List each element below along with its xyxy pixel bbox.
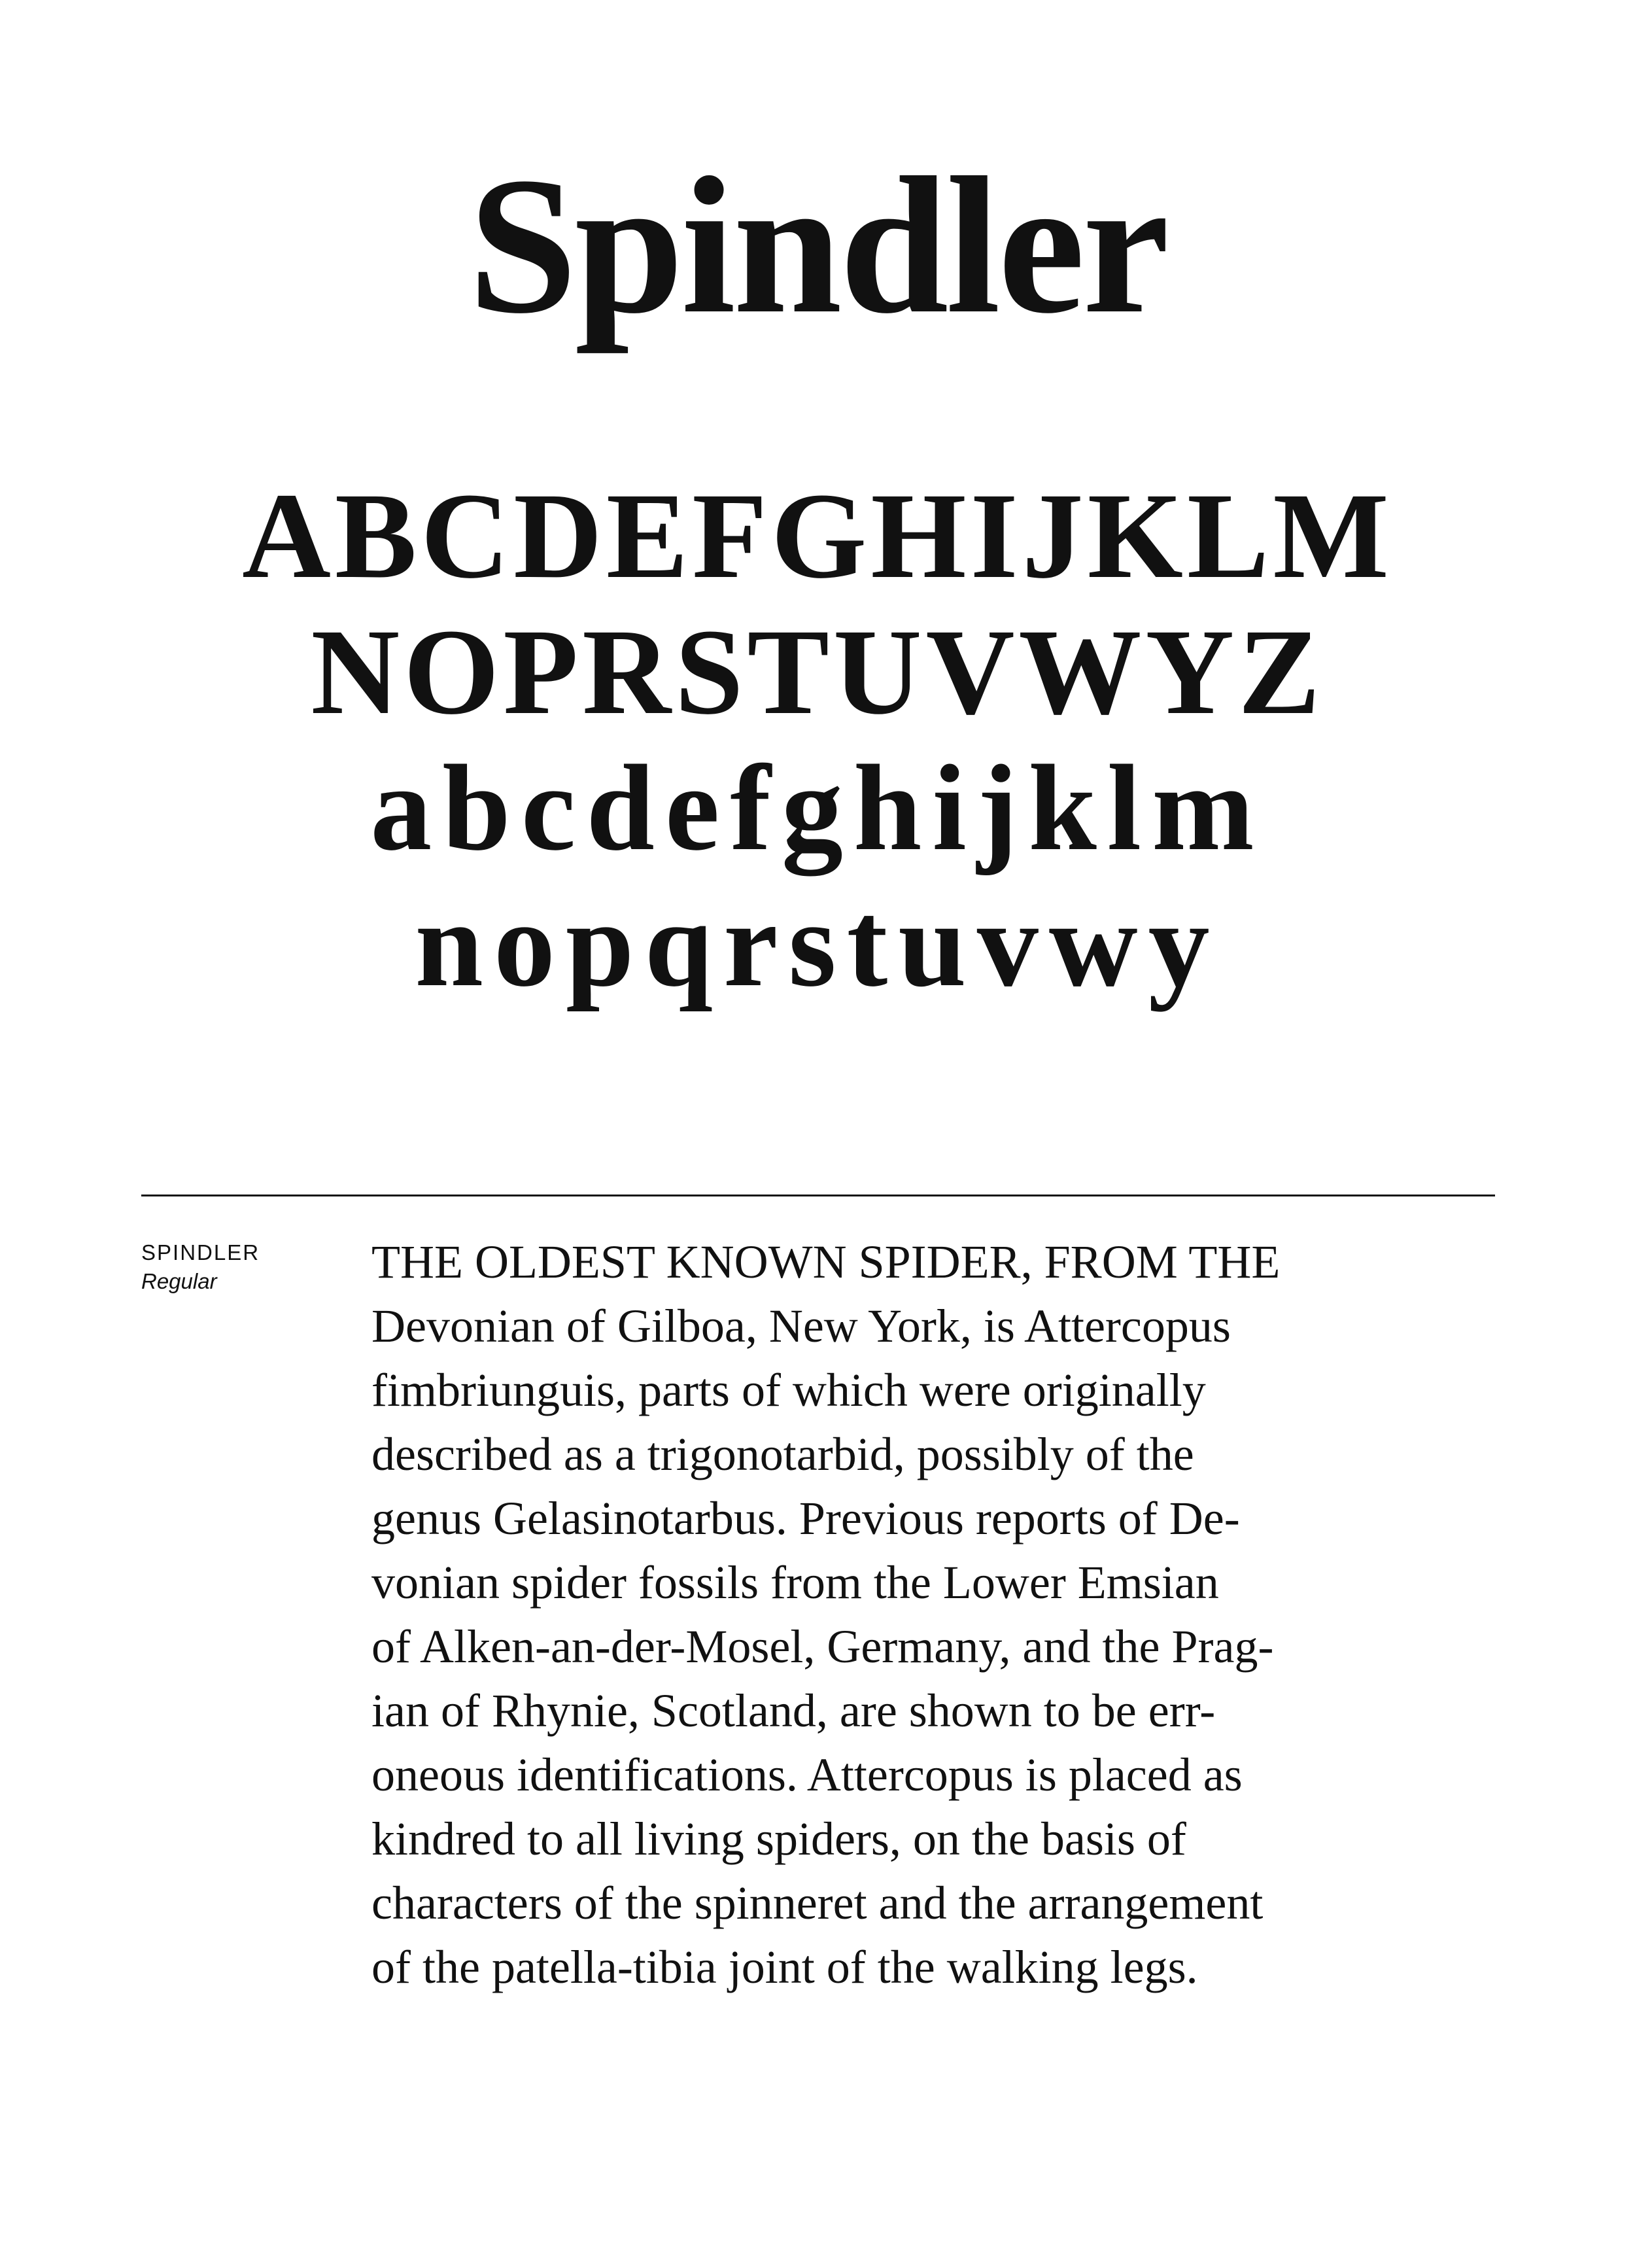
specimen-font-style: Regular — [141, 1269, 217, 1293]
lowercase-line-1: abcdefghijklm — [370, 739, 1265, 876]
paragraph-line: oneous identifications. Attercopus is placed as — [371, 1749, 1243, 1801]
alphabet-sample — [0, 468, 1635, 1012]
paragraph-line: Devonian of Gilboa, New York, is Attercopus — [371, 1300, 1231, 1352]
paragraph-line: genus Gelasinotarbus. Previous reports of De- — [371, 1492, 1240, 1544]
paragraph-line: of the patella-tibia joint of the walking legs. — [371, 1941, 1198, 1993]
paragraph-line: described as a trigonotarbid, possibly of the — [371, 1428, 1194, 1480]
specimen-paragraph — [371, 1230, 1287, 1999]
uppercase-line-1: ABCDEFGHIJKLM — [242, 467, 1393, 604]
paragraph-line: characters of the spinneret and the arrangement — [371, 1877, 1264, 1929]
paragraph-line: fimbriunguis, parts of which were originally — [371, 1364, 1206, 1416]
font-title: Spindler — [468, 137, 1167, 354]
paragraph-line: kindred to all living spiders, on the basis of — [371, 1813, 1186, 1865]
uppercase-line-2: NOPRSTUVWYZ — [311, 603, 1324, 740]
specimen-label — [141, 1238, 351, 1296]
paragraph-line: of Alken-an-der-Mosel, Germany, and the Prag- — [371, 1620, 1274, 1673]
specimen-font-name: SPINDLER — [141, 1240, 260, 1265]
paragraph-line: THE OLDEST KNOWN SPIDER, FROM THE — [371, 1236, 1281, 1288]
paragraph-line: ian of Rhynie, Scotland, are shown to be err- — [371, 1684, 1216, 1737]
divider-rule — [141, 1195, 1495, 1196]
lowercase-line-2: nopqrstuvwy — [415, 875, 1220, 1012]
paragraph-line: vonian spider fossils from the Lower Emsian — [371, 1556, 1219, 1609]
